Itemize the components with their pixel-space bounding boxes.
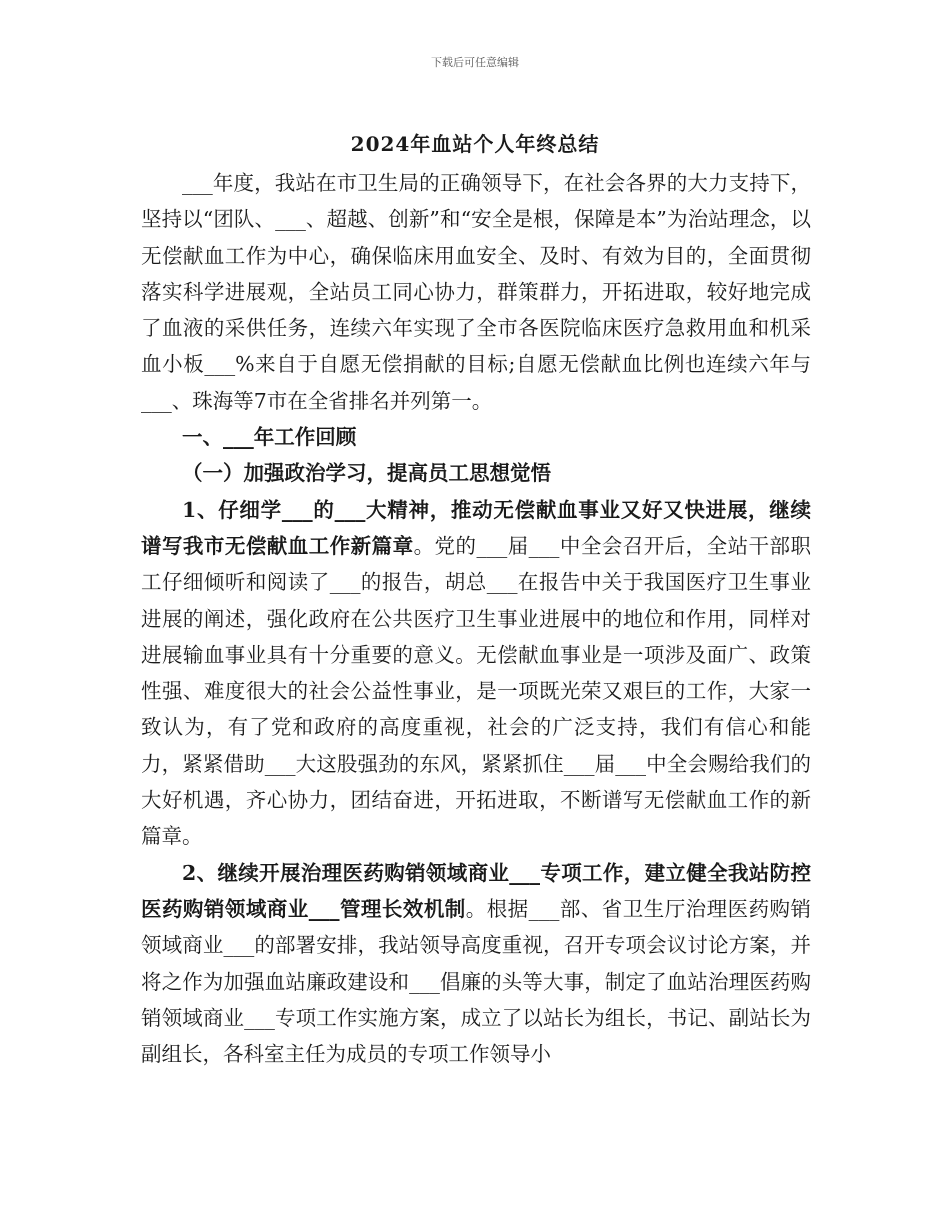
paragraph-1-lead: 1、仔细学___的___大精神，推动无偿献血事业又好又快进展，继续谱写我市无偿献血工作新篇章: [141, 497, 811, 558]
paragraph-2-lead: 2、继续开展治理医药购销领域商业___专项工作，建立健全我站防控医药购销领域商业___管理长效机制: [141, 860, 811, 921]
paragraph-2-text: 。根据___部、省卫生厅治理医药购销领域商业___的部署安排，我站领导高度重视，召开专项会议讨论方案，并将之作为加强血站廉政建设和___倡廉的头等大事，制定了血站治理医药购销领域商业___专项工作实施方案，成立了以站长为组长，书记、副站长为副组长，各科室主任为成员的专项工作领导小: [141, 896, 811, 1067]
paragraph-2: [141, 855, 811, 1073]
header-note: 下载后可任意编辑: [431, 56, 519, 69]
intro-paragraph: ___年度，我站在市卫生局的正确领导下，在社会各界的大力支持下，坚持以“团队、___、超越、创新”和“安全是根，保障是本”为治站理念，以无偿献血工作为中心，确保临床用血安全、及时、有效为目的，全面贯彻落实科学进展观，全站员工同心协力，群策群力，开拓进取，较好地完成了血液的采供任务，连续六年实现了全市各医院临床医疗急救用血和机采血小板___%来自于自愿无偿捐献的目标;自愿无偿献血比例也连续六年与___、珠海等7市在全省排名并列第一。: [141, 171, 811, 413]
section-heading: 一、___年工作回顾: [182, 425, 357, 450]
subsection-heading: （一）加强政治学习，提高员工思想觉悟: [182, 461, 551, 486]
document-body: [141, 165, 811, 1072]
paragraph-1-text: 。党的___届___中全会召开后，全站干部职工仔细倾听和阅读了___的报告，胡总___在报告中关于我国医疗卫生事业进展的阐述，强化政府在公共医疗卫生事业进展中的地位和作用，同样对进展输血事业具有十分重要的意义。无偿献血事业是一项涉及面广、政策性强、难度很大的社会公益性事业，是一项既光荣又艰巨的工作，大家一致认为，有了党和政府的高度重视，社会的广泛支持，我们有信心和能力，紧紧借助___大这股强劲的东风，紧紧抓住___届___中全会赐给我们的大好机遇，齐心协力，团结奋进，开拓进取，不断谱写无偿献血工作的新篇章。: [141, 533, 812, 849]
paragraph-1: [141, 492, 811, 855]
page-title: 2024年血站个人年终总结: [350, 132, 600, 156]
